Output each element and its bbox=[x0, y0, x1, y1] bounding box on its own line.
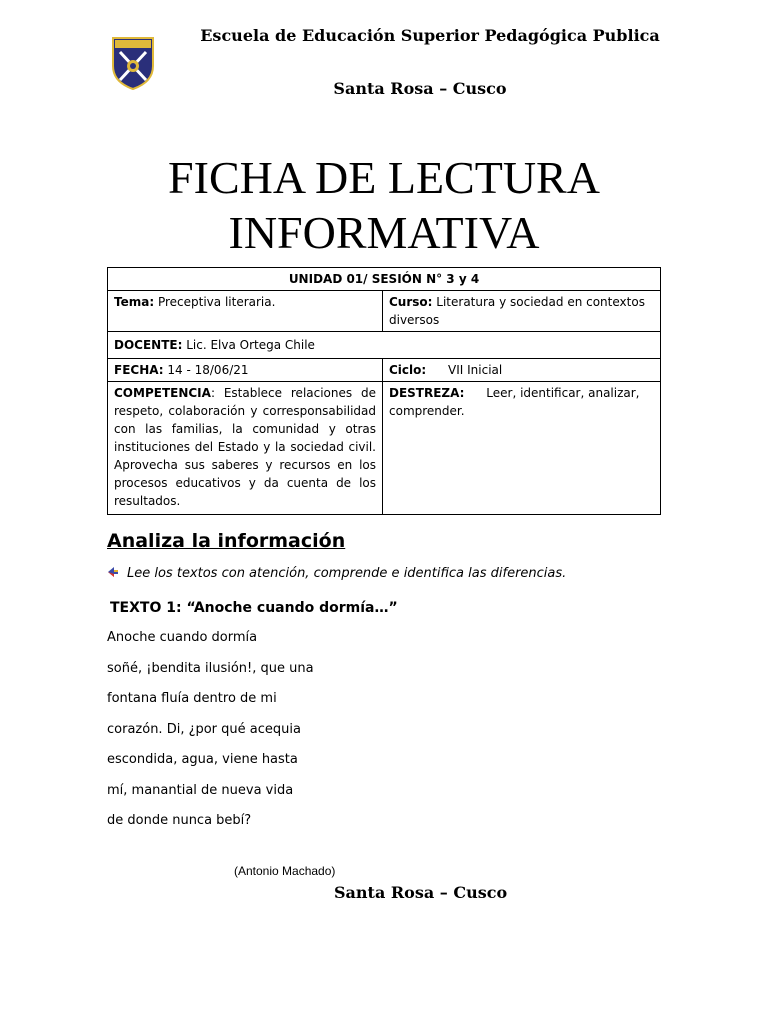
fecha-label: FECHA: bbox=[114, 363, 164, 377]
title-line-1: FICHA DE LECTURA bbox=[168, 152, 600, 203]
ciclo-cell bbox=[383, 359, 661, 382]
header-city: Santa Rosa – Cusco bbox=[333, 79, 507, 98]
docente-label: DOCENTE: bbox=[114, 338, 183, 352]
poem-line: de donde nunca bebí? bbox=[107, 813, 252, 828]
poem-line: Anoche cuando dormía bbox=[107, 630, 258, 645]
tema-label: Tema: bbox=[114, 295, 155, 309]
fecha-cell bbox=[108, 359, 383, 382]
destreza-cell bbox=[383, 382, 661, 515]
footer-city: Santa Rosa – Cusco bbox=[334, 883, 508, 902]
poem-line: corazón. Di, ¿por qué acequia bbox=[107, 721, 301, 737]
school-name: Escuela de Educación Superior Pedagógica Publica bbox=[200, 26, 660, 45]
poem-line: escondida, agua, viene hasta bbox=[107, 752, 298, 767]
ciclo-label: Ciclo: bbox=[389, 363, 427, 377]
tema-value: Preceptiva literaria. bbox=[157, 295, 276, 309]
curso-value: Literatura y sociedad en contextos diversos bbox=[389, 295, 645, 327]
destreza-label: DESTREZA: bbox=[389, 386, 465, 400]
docente-value: Lic. Elva Ortega Chile bbox=[186, 338, 315, 352]
section-heading: Analiza la información bbox=[107, 530, 346, 552]
poem-line: fontana fluía dentro de mi bbox=[107, 691, 277, 706]
docente-cell bbox=[108, 332, 661, 359]
competencia-value: : Establece relaciones de respeto, colaboración y corresponsabilidad con las familias, la comunidad y otras instituciones del Estado y la sociedad civil. Aprovecha sus saberes y recursos en los procesos educativos y da cuenta de los resultados. bbox=[114, 386, 376, 508]
page-title bbox=[60, 150, 708, 260]
fecha-ciclo-row bbox=[108, 359, 661, 382]
info-table bbox=[107, 267, 661, 515]
unidad-row bbox=[108, 268, 661, 291]
unidad-cell: UNIDAD 01/ SESIÓN N° 3 y 4 bbox=[108, 268, 661, 291]
competencia-destreza-row bbox=[108, 382, 661, 515]
curso-label: Curso: bbox=[389, 295, 433, 309]
tema-curso-row bbox=[108, 291, 661, 332]
competencia-cell bbox=[108, 382, 383, 515]
instruction-text: Lee los textos con atención, comprende e identifica las diferencias. bbox=[127, 566, 567, 581]
poem-line: mí, manantial de nueva vida bbox=[107, 782, 294, 798]
fecha-value: 14 - 18/06/21 bbox=[167, 363, 249, 377]
bullet-arrow-icon bbox=[107, 566, 119, 578]
poem-line: soñé, ¡bendita ilusión!, que una bbox=[107, 660, 314, 676]
curso-cell bbox=[383, 291, 661, 332]
poem bbox=[107, 627, 314, 841]
texto1-title: TEXTO 1: “Anoche cuando dormía…” bbox=[110, 600, 398, 616]
destreza-value: Leer, identificar, analizar, comprender. bbox=[389, 386, 640, 418]
docente-row bbox=[108, 332, 661, 359]
title-line-2: INFORMATIVA bbox=[228, 207, 540, 258]
ciclo-value: VII Inicial bbox=[448, 363, 503, 377]
tema-cell bbox=[108, 291, 383, 332]
poem-author: (Antonio Machado) bbox=[234, 864, 336, 878]
competencia-label: COMPETENCIA bbox=[114, 386, 211, 400]
instruction-bullet bbox=[107, 566, 566, 581]
